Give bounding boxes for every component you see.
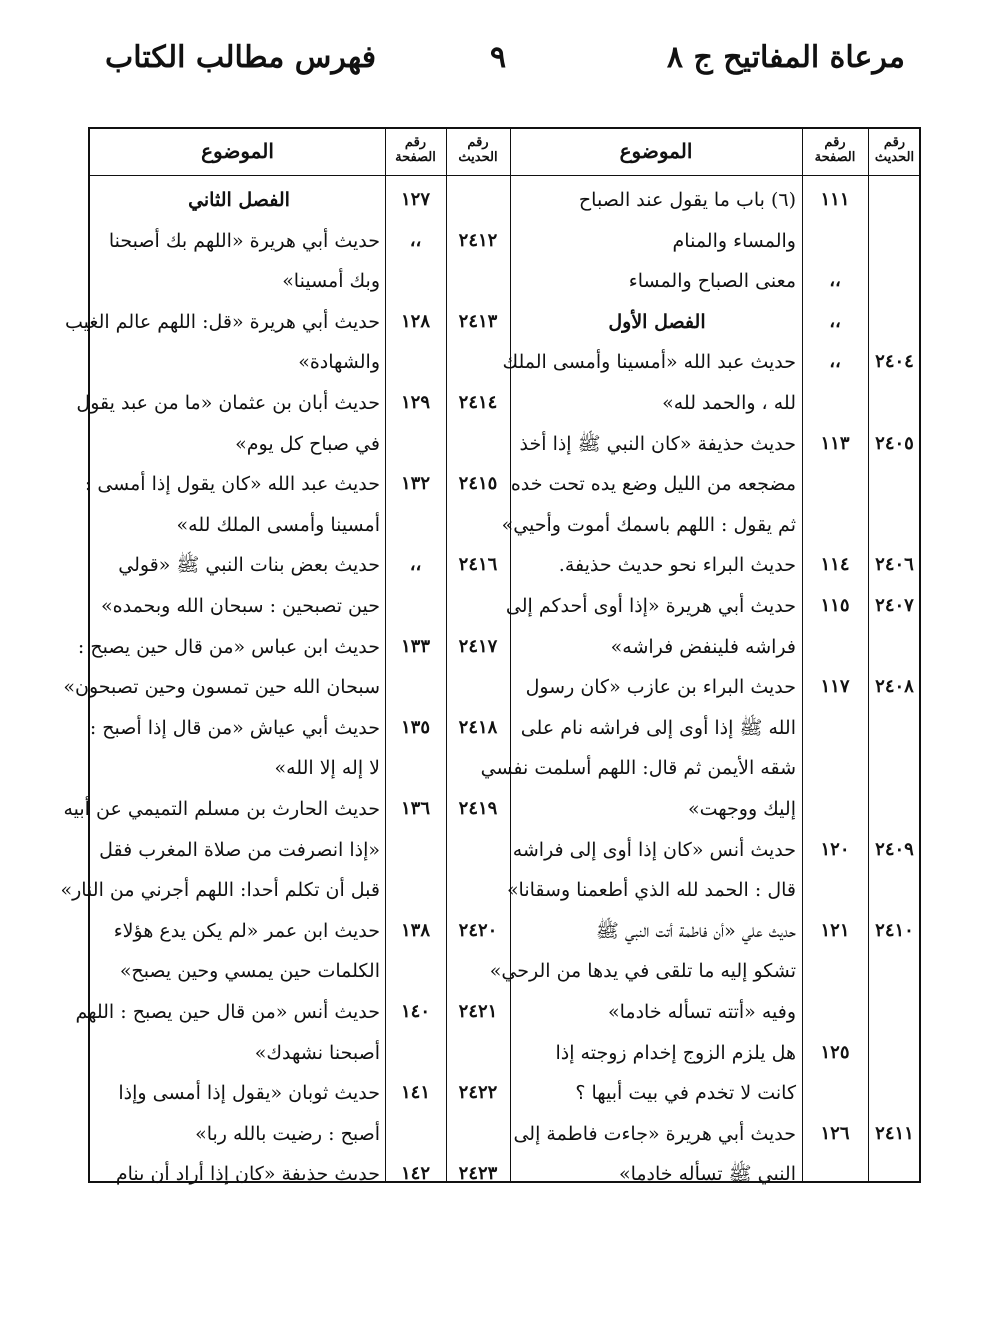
topic-text: فراشه فلينفض فراشه» bbox=[610, 635, 796, 658]
table-row bbox=[90, 1034, 919, 1072]
topic-text: لله ، والحمد لله» bbox=[662, 392, 796, 414]
topic-text: هل يلزم الزوج إخدام زوجته إذا bbox=[555, 1041, 796, 1064]
page-number-cell: ،، bbox=[409, 554, 422, 576]
table-row bbox=[90, 1155, 919, 1193]
page-number-cell: ١٤١ bbox=[400, 1082, 430, 1104]
topic-text: والشهادة» bbox=[298, 351, 380, 374]
header-page-no: رقم الصفحة bbox=[814, 135, 856, 165]
table-row bbox=[90, 587, 919, 625]
table-row bbox=[63, 668, 919, 706]
header-hadith-no: رقم الحديث bbox=[874, 135, 915, 165]
page-number-cell: ،، bbox=[829, 310, 841, 332]
page-number-cell: ١٤٠ bbox=[400, 1001, 430, 1022]
topic-text: حديث البراء بن عازب «كان رسول bbox=[525, 676, 796, 699]
topic-text: حديث أبان بن عثمان «ما من عبد يقول bbox=[76, 392, 380, 414]
topic-text: حديث ثوبان «يقول إذا أمسى وإذا bbox=[118, 1082, 380, 1105]
page-number-cell: ،، bbox=[829, 351, 841, 373]
page-number-cell: ١٢٦ bbox=[820, 1122, 850, 1144]
topic-text: وفيه «أتته تسأله خادما» bbox=[608, 1001, 796, 1023]
topic-text: حديث حذيفة «كان إذا أراد أن ينام bbox=[115, 1163, 380, 1186]
header-page-no: رقم الصفحة bbox=[395, 135, 436, 165]
page-number-cell: ١١١ bbox=[820, 189, 850, 210]
page-number-cell: ١٢٧ bbox=[400, 189, 430, 210]
hadith-number: ٢٤٢٢ bbox=[458, 1082, 498, 1104]
page-number: ٩ bbox=[490, 40, 507, 75]
table-row bbox=[90, 709, 919, 747]
table-row bbox=[90, 181, 919, 219]
page-number-cell: ١١٧ bbox=[820, 676, 850, 698]
topic-text: حديث عبد الله «كان يقول إذا أمسى : bbox=[84, 473, 380, 496]
topic-text: حديث أنس «كان إذا أوى إلى فراشه bbox=[512, 838, 796, 861]
table-row bbox=[90, 262, 919, 300]
table-row bbox=[90, 546, 919, 584]
topic-text: أصبح : رضيت بالله ربا» bbox=[195, 1122, 380, 1145]
header-hadith-no: رقم الحديث bbox=[458, 135, 498, 165]
topic-text: الكلمات حين يمسي وحين يصبح» bbox=[119, 960, 380, 983]
topic-text: حديث علي «أن فاطمة أتت النبي ﷺ bbox=[595, 919, 796, 942]
book-title: مرعاة المفاتيح ج ٨ bbox=[666, 40, 905, 75]
table-row bbox=[77, 628, 919, 666]
table-row bbox=[76, 384, 919, 422]
topic-text: مضجعه من الليل وضع يده تحت خده bbox=[510, 473, 796, 496]
topic-text: النبي ﷺ تسأله خادما» bbox=[618, 1163, 796, 1186]
topic-text: تشكو إليه ما تلقى في يدها من الرحي» bbox=[489, 960, 796, 983]
header-divider bbox=[90, 175, 919, 176]
hadith-number: ٢٤١٣ bbox=[458, 310, 498, 332]
hadith-number: ٢٤١٩ bbox=[458, 798, 498, 819]
hadith-number: ٢٤١٢ bbox=[458, 229, 498, 251]
page-number-cell: ١٣٣ bbox=[400, 635, 430, 657]
topic-text: في صباح كل يوم» bbox=[235, 432, 380, 455]
hadith-number: ٢٤١٠ bbox=[875, 919, 914, 941]
topic-text: حديث البراء نحو حديث حذيفة. bbox=[558, 554, 796, 577]
index-title: فهرس مطالب الكتاب bbox=[105, 40, 377, 75]
table-row bbox=[90, 749, 919, 787]
page-number-cell: ١٣٥ bbox=[400, 716, 430, 738]
hadith-number: ٢٤٢٠ bbox=[458, 919, 498, 941]
page-number-cell: ١٢٥ bbox=[820, 1041, 850, 1063]
page-number-cell: ١٢٩ bbox=[400, 392, 430, 413]
topic-text: حديث أبي هريرة «اللهم بك أصبحنا bbox=[108, 229, 380, 252]
hadith-number: ٢٤٠٦ bbox=[875, 554, 914, 576]
topic-text: وبك أمسينا» bbox=[282, 270, 380, 293]
table-row bbox=[90, 343, 919, 381]
topic-text: كانت لا تخدم في بيت أبيها ؟ bbox=[575, 1082, 796, 1105]
table-row bbox=[63, 790, 919, 828]
topic-text: لا إله إلا الله» bbox=[274, 757, 380, 780]
table-row bbox=[90, 912, 919, 950]
page-number-cell: ،، bbox=[829, 270, 841, 292]
topic-text: قال : الحمد لله الذي أطعمنا وسقانا» bbox=[506, 879, 796, 902]
topic-text: حديث عبد الله «أمسينا وأمسى الملك bbox=[502, 351, 796, 374]
table-row bbox=[90, 1115, 919, 1153]
page-number-cell: ١٣٢ bbox=[400, 473, 430, 495]
topic-text: سبحان الله حين تمسون وحين تصبحون» bbox=[63, 676, 380, 699]
hadith-number: ٢٤١٦ bbox=[458, 554, 498, 576]
topic-text: حديث أنس «من قال حين يصبح : اللهم bbox=[75, 1001, 380, 1023]
table-row bbox=[75, 993, 919, 1031]
page-number-cell: ١١٥ bbox=[820, 595, 850, 616]
index-table bbox=[60, 127, 921, 1186]
topic-text: حديث ابن عباس «من قال حين يصبح : bbox=[77, 635, 380, 658]
hadith-number: ٢٤٠٤ bbox=[875, 351, 914, 373]
hadith-number: ٢٤٠٩ bbox=[875, 838, 914, 860]
page-number-cell: ١٣٦ bbox=[400, 798, 430, 819]
topic-text: أمسينا وأمسى الملك لله» bbox=[176, 513, 380, 536]
page-number-cell: ١١٤ bbox=[820, 554, 850, 576]
header-topic: الموضوع bbox=[619, 139, 693, 163]
topic-text: حديث ابن عمر «لم يكن يدع هؤلاء bbox=[113, 919, 380, 942]
hadith-number: ٢٤٢١ bbox=[458, 1001, 498, 1022]
topic-text: الله ﷺ إذا أوى إلى فراشه نام على bbox=[520, 716, 796, 739]
page-number-cell: ١١٣ bbox=[820, 432, 850, 454]
page-number-cell: ١٢١ bbox=[820, 919, 850, 941]
table-row bbox=[90, 425, 919, 463]
topic-text: معنى الصباح والمساء bbox=[628, 270, 796, 293]
topic-text: حين تصبحين : سبحان الله وبحمده» bbox=[101, 595, 380, 617]
page-number-cell: ١٣٨ bbox=[400, 919, 430, 941]
hadith-number: ٢٤١٧ bbox=[458, 635, 498, 657]
hadith-number: ٢٤١٨ bbox=[458, 716, 498, 738]
topic-text: (٦) باب ما يقول عند الصباح bbox=[578, 189, 796, 211]
topic-text: شقه الأيمن ثم قال: اللهم أسلمت نفسي bbox=[480, 757, 796, 780]
hadith-number: ٢٤١٥ bbox=[458, 473, 498, 495]
page-number-cell: ١٢٨ bbox=[400, 310, 430, 332]
page-number-cell: ١٤٢ bbox=[400, 1163, 430, 1185]
table-row bbox=[90, 506, 919, 544]
table-row bbox=[84, 465, 919, 503]
topic-text: حديث أبي هريرة «قل: اللهم عالم الغيب bbox=[65, 310, 380, 333]
page-header bbox=[0, 40, 993, 90]
topic-text: والمساء والمنام bbox=[672, 229, 796, 252]
topic-text: حديث حذيفة «كان النبي ﷺ إذا أخذ bbox=[519, 432, 796, 455]
hadith-number: ٢٤٠٥ bbox=[875, 432, 914, 454]
table-row bbox=[90, 831, 919, 869]
page-number-cell: ،، bbox=[409, 229, 422, 251]
table-row bbox=[65, 303, 919, 341]
topic-text: إليك ووجهت» bbox=[688, 798, 796, 820]
topic-text: قبل أن تكلم أحدا: اللهم أجرني من النار» bbox=[60, 879, 380, 902]
topic-text: حديث الحارث بن مسلم التميمي عن أبيه bbox=[63, 798, 380, 820]
page-number-cell: ١٢٠ bbox=[820, 838, 850, 860]
topic-text: أصبحنا نشهدك» bbox=[254, 1041, 380, 1064]
hadith-number: ٢٤١١ bbox=[875, 1122, 914, 1144]
hadith-number: ٢٤٠٧ bbox=[875, 595, 914, 616]
section-heading: الفصل الثاني bbox=[188, 189, 290, 211]
topic-text: حديث أبي هريرة «جاءت فاطمة إلى bbox=[513, 1122, 796, 1145]
topic-text: حديث بعض بنات النبي ﷺ «قولي bbox=[118, 554, 380, 577]
header-topic: الموضوع bbox=[201, 139, 274, 163]
topic-text: حديث أبي عياش «من قال إذا أصبح : bbox=[89, 716, 380, 739]
table-row bbox=[90, 1074, 919, 1112]
table-row bbox=[60, 871, 919, 909]
hadith-number: ٢٤٠٨ bbox=[875, 676, 914, 698]
section-heading: الفصل الأول bbox=[608, 310, 706, 333]
hadith-number: ٢٤١٤ bbox=[458, 392, 498, 413]
topic-text: حديث أبي هريرة «إذا أوى أحدكم إلى bbox=[505, 595, 796, 617]
table-row bbox=[90, 952, 919, 990]
hadith-number: ٢٤٢٣ bbox=[458, 1163, 498, 1185]
table-row bbox=[90, 222, 919, 260]
topic-text: ثم يقول : اللهم باسمك أموت وأحيي» bbox=[501, 513, 796, 536]
topic-text: «إذا انصرفت من صلاة المغرب فقل bbox=[99, 838, 380, 861]
